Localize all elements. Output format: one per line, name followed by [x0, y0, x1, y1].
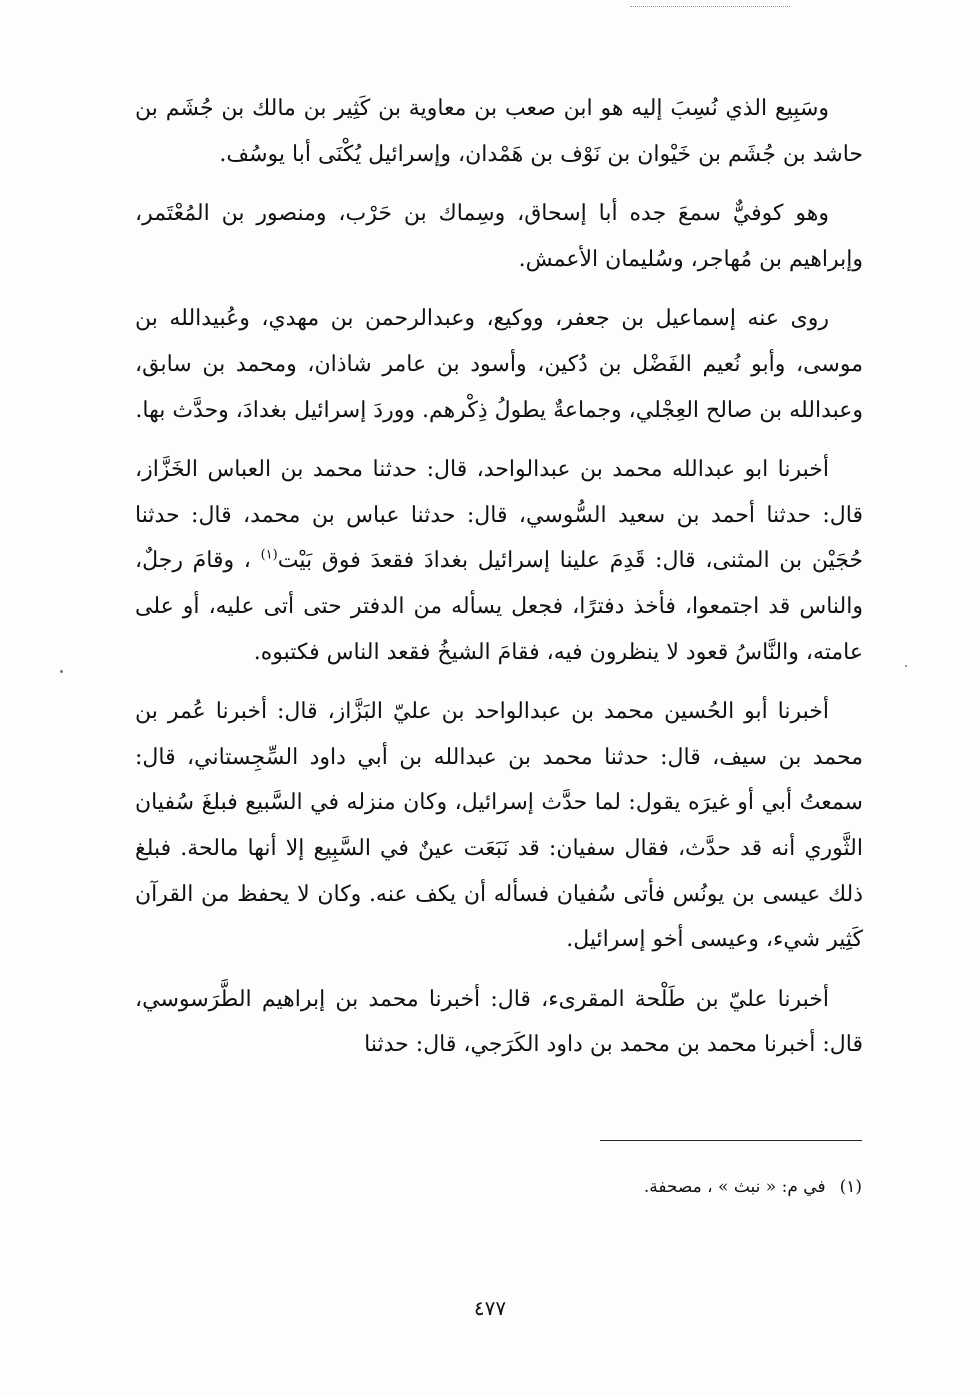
footnote-number: (١) — [839, 1177, 862, 1197]
main-text — [135, 86, 863, 1068]
footnote-divider — [600, 1140, 862, 1141]
page-number: ٤٧٧ — [473, 1296, 507, 1320]
footnote-text: في م: « نبث » ، مصحفة. — [643, 1177, 826, 1197]
scan-speck — [905, 665, 907, 667]
paragraph-2: وهو كوفيٌّ سمعَ جده أبا إسحاق، وسِماك بن حَرْب، ومنصور بن المُعْتَمر، وإبراهيم بن مُهاجر، وسُليمان الأعمش. — [135, 201, 863, 272]
paragraph-3: روى عنه إسماعيل بن جعفر، ووكيع، وعبدالرحمن بن مهدي، وعُبيدالله بن موسى، وأبو نُعيم الفَضْل بن دُكين، وأسود بن عامر شاذان، ومحمد بن سابق، وعبدالله بن صالح العِجْلي، وجماعةٌ يطولُ ذِكْرهم. ووردَ إسرائيل بغدادَ، وحدَّث بها. — [135, 306, 863, 423]
paragraph-4 — [135, 447, 863, 675]
paragraph-4-end: ، وقامَ رجلٌ، والناس قد اجتمعوا، فأخذ دفترًا، فجعل يسأله من الدفتر حتى أتى عليه، أو على عامته، والنَّاسُ قعود لا ينظرون فيه، فقامَ الشيخُ فقعد الناس فكتبوه. — [135, 548, 863, 665]
footnote — [644, 1174, 862, 1200]
scan-speck — [60, 670, 63, 673]
paragraph-5: أخبرنا أبو الحُسين محمد بن عبدالواحد بن عليّ البَزَّاز، قال: أخبرنا عُمر بن محمد بن سيف، قال: حدثنا محمد بن عبدالله بن أبي داود السِّجِستاني، قال: سمعتُ أبي أو غيرَه يقول: لما حدَّث إسرائيل، وكان منزله في السَّبيع فبلغَ سُفيان الثَّوري أنه قد حدَّث، فقال سفيان: قد نَبَعَت عينٌ في السَّبِيع إلا أنها مالحة. فبلغ ذلك عيسى بن يونُس فأتى سُفيان فسأله أن يكف عنه. وكان لا يحفظ من القرآن كَثِير شيء، وعيسى أخو إسرائيل. — [135, 699, 863, 953]
paragraph-4-start: أخبرنا ابو عبدالله محمد بن عبدالواحد، قال: حدثنا محمد بن العباس الخَزَّاز، قال: حدثنا أحمد بن سعيد السُّوسي، قال: حدثنا عباس بن محمد، قال: حدثنا حُجَيْن بن المثنى، قال: قَدِمَ علينا إسرائيل بغدادَ فقعدَ فوق بَيْت — [135, 457, 864, 574]
paragraph-1: وسَبِيع الذي نُسِبَ إليه هو ابن صعب بن معاوية بن كَثِير بن مالك بن جُشَم بن حاشد بن جُشَم بن خَيْوان بن نَوْف بن هَمْدان، وإسرائيل يُكْنَى أبا يوسُف. — [135, 96, 863, 167]
footnote-marker: (١) — [260, 548, 278, 564]
scan-artifact — [630, 6, 790, 9]
paragraph-6: أخبرنا عليّ بن طَلْحة المقرىء، قال: أخبرنا محمد بن إبراهيم الطَّرَسوسي، قال: أخبرنا محمد بن محمد بن داود الكَرَجي، قال: حدثنا — [135, 986, 863, 1058]
